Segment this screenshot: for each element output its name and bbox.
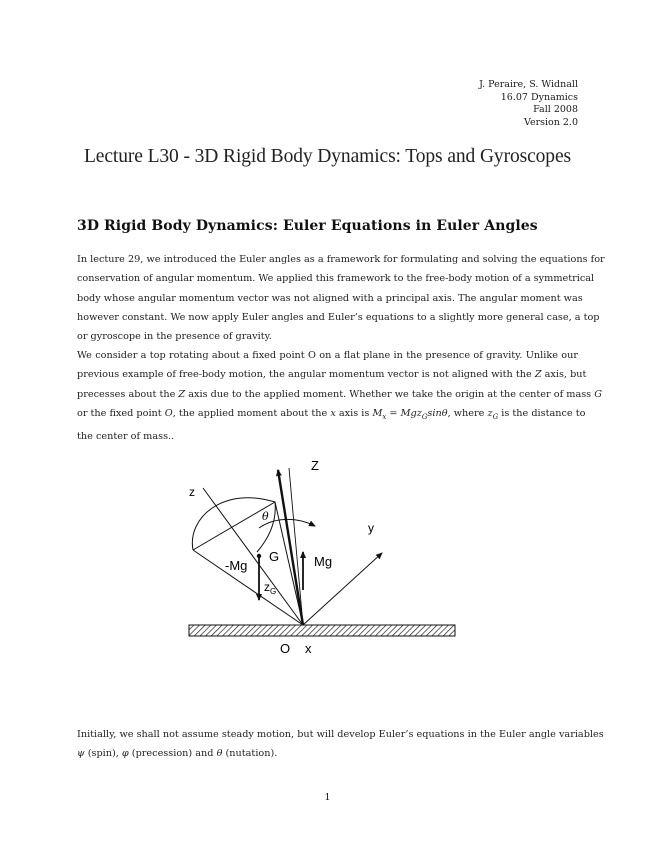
paragraph-top-description (77, 346, 602, 446)
label-x: x (305, 641, 312, 656)
label-z: z (189, 485, 195, 499)
ground-plane (189, 625, 455, 636)
paragraph-intro (77, 250, 605, 346)
page-number: 1 (324, 792, 331, 803)
header-block (479, 79, 578, 129)
math-x: x (330, 407, 336, 419)
math-moment-equation: $M_x = Mgz_G\sin\theta$ (372, 407, 448, 421)
paragraph-line: ψ (spin), φ (precession) and θ (nutation). (77, 748, 278, 760)
math-theta: θ (216, 748, 223, 760)
paragraph-line: or the fixed point O, the applied moment about the x axis is $M_x = Mgz_G\sin\theta$, where $z_G$ is the distance to (77, 407, 586, 421)
paragraph-line: or gyroscope in the presence of gravity. (77, 331, 272, 343)
label-y: y (368, 521, 374, 535)
math-Z: Z (534, 369, 542, 381)
label-theta: θ (262, 510, 269, 523)
lecture-title: Lecture L30 - 3D Rigid Body Dynamics: Tops and Gyroscopes (83, 146, 572, 167)
label-Mg: Mg (314, 554, 333, 569)
paragraph-line: Initially, we shall not assume steady motion, but will develop Euler’s equations in the Euler angle variables (77, 729, 604, 740)
figure-svg (185, 458, 460, 658)
top-cap (192, 498, 275, 552)
math-O: O (164, 407, 173, 419)
section-heading: 3D Rigid Body Dynamics: Euler Equations in Euler Angles (77, 218, 538, 234)
top-gyroscope-figure (185, 458, 460, 658)
label-Z: Z (311, 458, 319, 473)
z-body-axis (203, 488, 303, 625)
paragraph-euler-variables (77, 725, 604, 764)
center-of-mass-point (257, 554, 261, 558)
header-authors: J. Peraire, S. Widnall (479, 79, 578, 90)
label-zG: $z_G$ (264, 580, 277, 596)
Z-axis-arrow (278, 470, 303, 625)
label-G: G (269, 549, 280, 564)
paragraph-line: In lecture 29, we introduced the Euler angles as a framework for formulating and solving the equations for (77, 254, 605, 265)
paragraph-line: conservation of angular momentum. We applied this framework to the free-body motion of a symmetrical (77, 273, 595, 285)
math-psi: ψ (77, 748, 85, 760)
paragraph-line: precesses about the Z axis due to the applied moment. Whether we take the origin at the center of mass G (77, 388, 602, 400)
paragraph-line: however constant. We now apply Euler angles and Euler’s equations to a slightly more general case, a top (77, 311, 600, 323)
math-zG: $z_G$ (487, 407, 499, 421)
header-course: 16.07 Dynamics (500, 91, 578, 103)
header-term: Fall 2008 (533, 104, 578, 116)
paragraph-line: previous example of free-body motion, the angular momentum vector is not aligned with the Z axis, but (77, 369, 587, 381)
top-cone-left (193, 550, 303, 625)
math-phi: φ (121, 748, 129, 760)
paragraph-line: the center of mass.. (77, 431, 175, 443)
paragraph-line: We consider a top rotating about a fixed point O on a flat plane in the presence of gravity. Unlike our (77, 350, 578, 361)
math-G: G (594, 388, 602, 400)
header-version: Version 2.0 (523, 116, 578, 128)
paragraph-line: body whose angular momentum vector was not aligned with a principal axis. The angular moment was (77, 292, 583, 304)
math-Z: Z (178, 388, 186, 400)
label-minus-Mg: -Mg (225, 558, 248, 573)
label-O: O (280, 641, 291, 656)
